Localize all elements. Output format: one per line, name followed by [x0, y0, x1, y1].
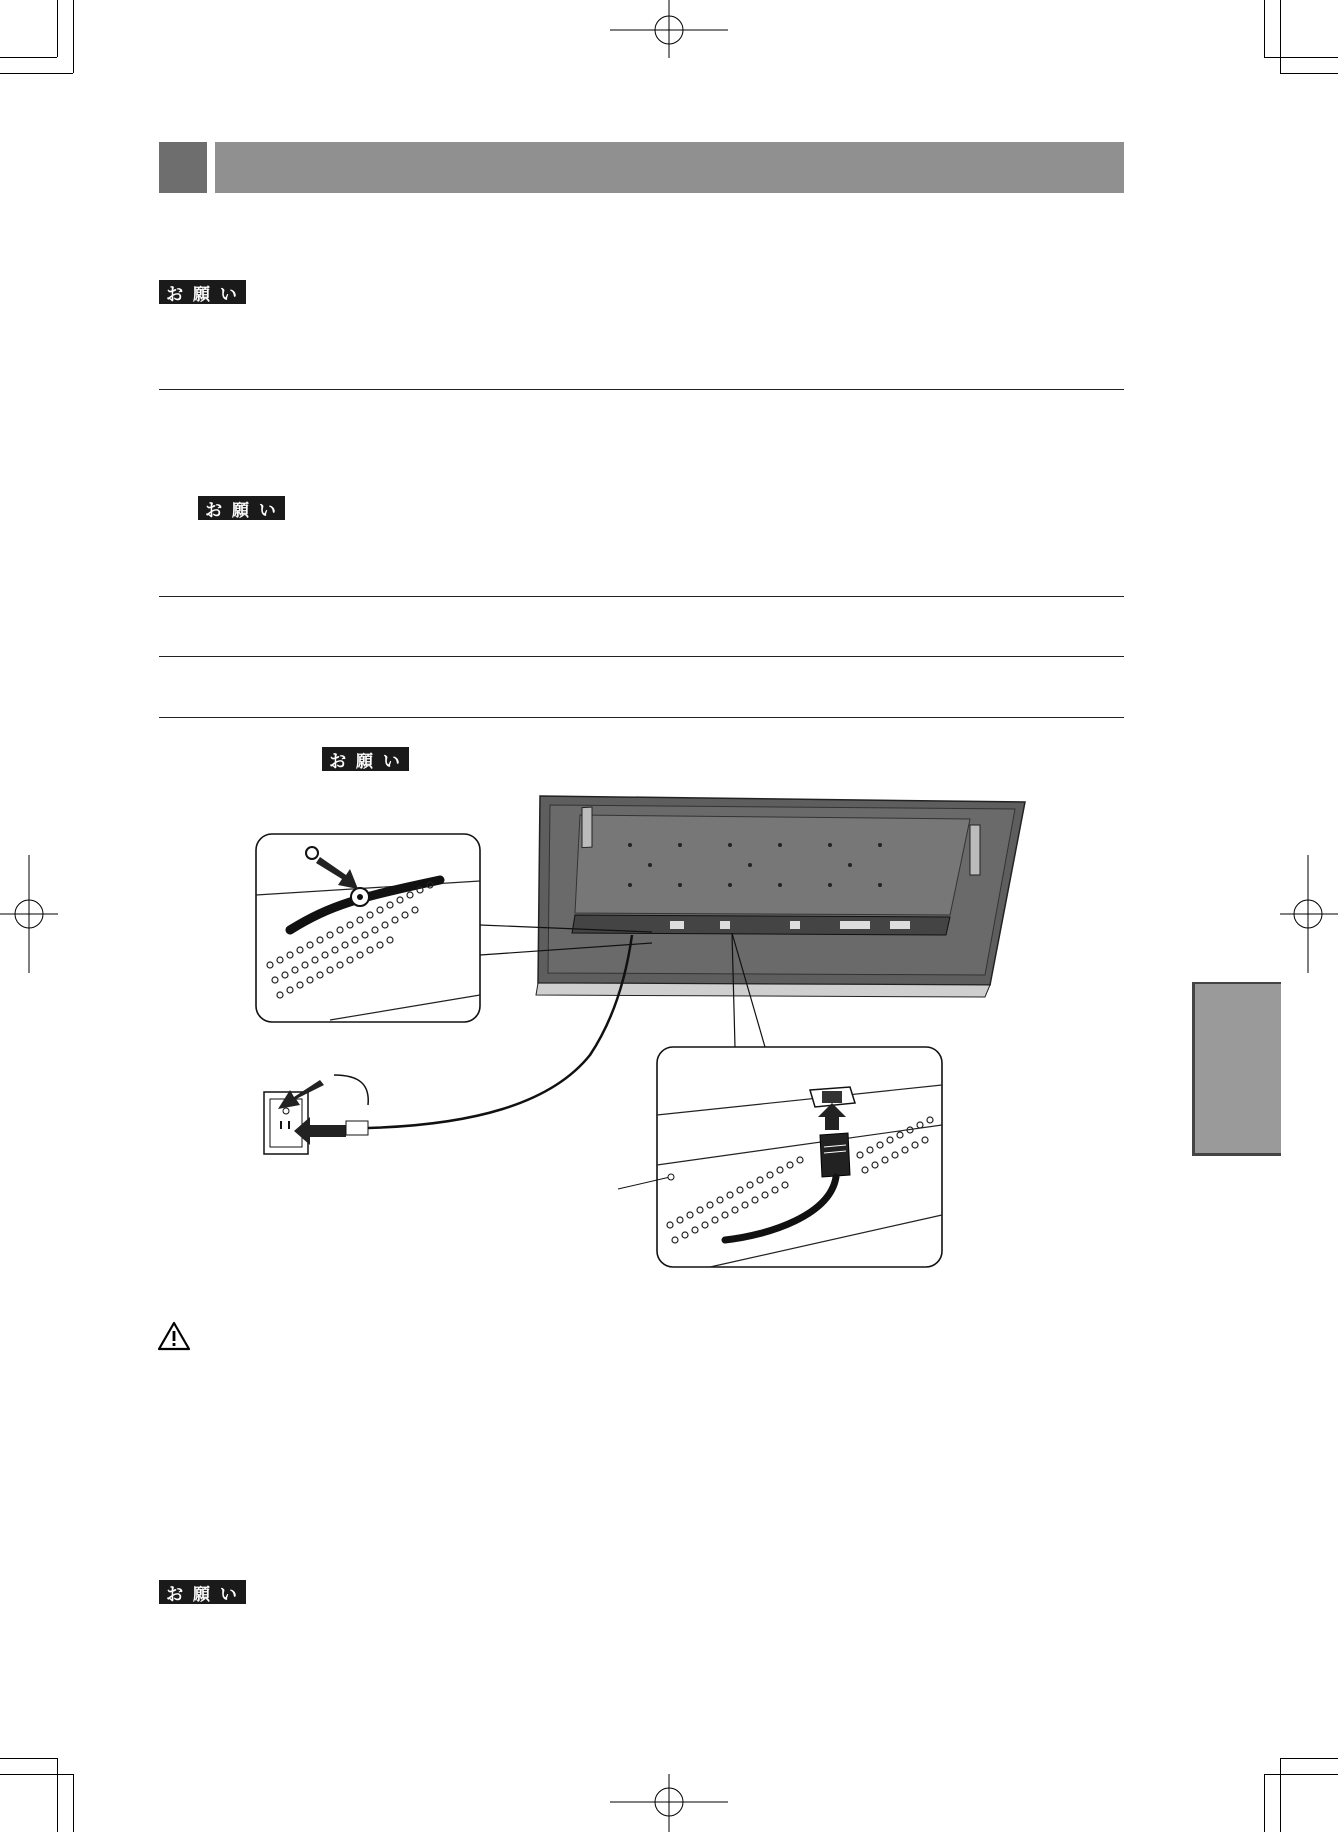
section-title-bar: [215, 142, 1124, 193]
monitor-rear-icon: [536, 796, 1025, 997]
divider: [159, 717, 1124, 718]
notice-badge: お 願 い: [159, 280, 246, 304]
wall-outlet-icon: [264, 1075, 368, 1154]
connection-illustration: [250, 785, 1030, 1270]
warning-icon: [157, 1321, 191, 1351]
registration-mark-icon: [0, 855, 60, 973]
section-number-box: [159, 142, 207, 193]
divider: [159, 389, 1124, 390]
registration-mark-icon: [1278, 855, 1338, 973]
divider: [159, 596, 1124, 597]
divider: [159, 656, 1124, 657]
registration-mark-icon: [610, 1772, 728, 1832]
notice-badge: お 願 い: [322, 747, 409, 771]
notice-badge: お 願 い: [159, 1580, 246, 1604]
side-index-tab: [1192, 982, 1281, 1156]
notice-badge: お 願 い: [198, 496, 285, 520]
registration-mark-icon: [610, 0, 728, 60]
